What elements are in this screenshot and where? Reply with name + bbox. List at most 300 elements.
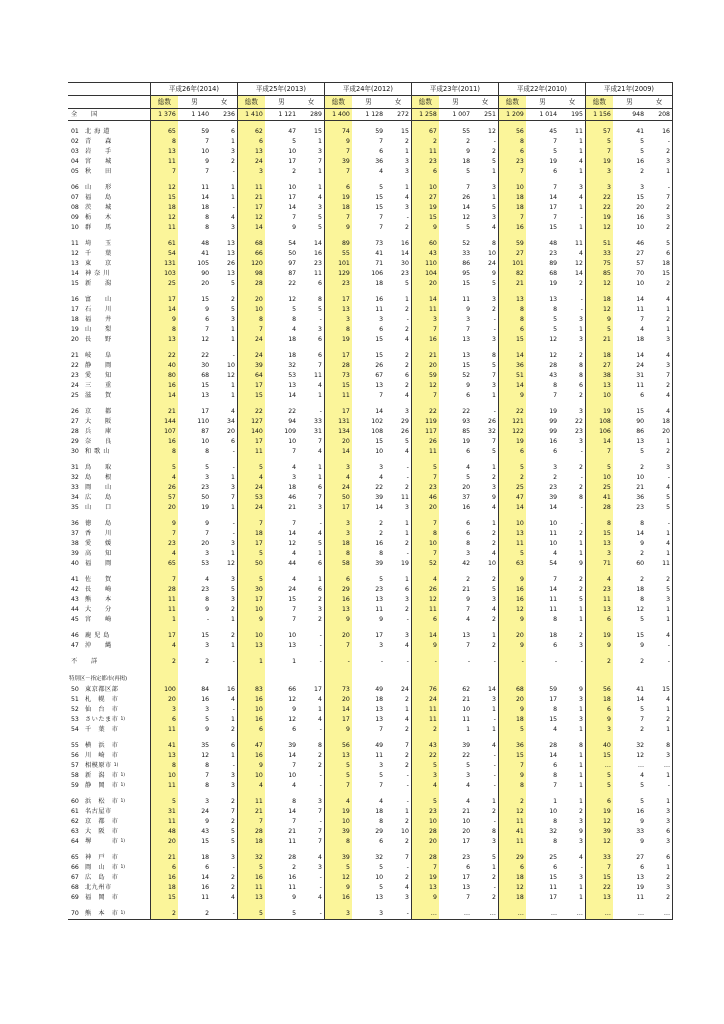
female-value: 6 <box>230 438 235 445</box>
female-value: 3 <box>646 463 672 473</box>
total-value: 12 <box>411 595 438 605</box>
area-name-cell <box>68 361 150 371</box>
total-value: 1 <box>150 615 177 625</box>
male-value: 1 <box>292 658 297 665</box>
male-value: 14 <box>288 530 297 537</box>
area-name: 熊 本 <box>85 596 112 603</box>
female-value: 5 <box>404 438 409 445</box>
male-value: 9 <box>640 838 645 845</box>
area-name: 千 葉 <box>85 250 112 257</box>
table-row <box>68 269 673 279</box>
total-value: 5 <box>237 463 264 473</box>
female-header: 女 <box>211 96 237 109</box>
male-value: … <box>613 909 646 920</box>
total-value: 16 <box>498 223 525 233</box>
table-row <box>68 295 673 305</box>
total-value: 17 <box>324 351 351 361</box>
total-value: 6 <box>585 615 612 625</box>
table-row <box>68 715 673 725</box>
male-value: 108 <box>371 428 384 435</box>
total-value: 3 <box>324 529 351 539</box>
area-name: 京 都 <box>85 408 112 415</box>
female-value: 6 <box>646 249 672 259</box>
table-row <box>68 381 673 391</box>
female-value: 1 <box>317 138 322 145</box>
male-value: 3 <box>553 464 558 471</box>
male-value: - <box>380 658 384 665</box>
total-value: 13 <box>324 751 351 761</box>
total-value: 4 <box>411 575 438 585</box>
male-value: 18 <box>375 280 384 287</box>
male-value: 52 <box>462 240 471 247</box>
area-name-cell <box>68 183 150 193</box>
area-name: 川 崎 市 <box>85 752 119 759</box>
area-name-cell <box>68 279 150 289</box>
female-value: 4 <box>491 550 496 557</box>
total-value: 13 <box>150 147 177 157</box>
total-value: 5 <box>237 909 264 920</box>
male-value: 8 <box>553 616 558 623</box>
female-value: 2 <box>230 874 235 881</box>
area-name-cell <box>68 371 150 381</box>
male-value: 5 <box>379 576 384 583</box>
female-value: 24 <box>488 260 496 267</box>
total-value: 20 <box>324 631 351 641</box>
total-value: 100 <box>150 685 177 695</box>
female-value: 16 <box>314 250 322 257</box>
male-value: 6 <box>466 530 471 537</box>
total-value: 134 <box>324 427 351 437</box>
male-value: 19 <box>549 280 558 287</box>
total-value: 6 <box>585 797 612 807</box>
male-value: 19 <box>462 438 471 445</box>
female-value: 1 <box>404 184 409 191</box>
area-code: 56 <box>71 752 79 759</box>
male-value: 9 <box>292 706 297 713</box>
female-value: 8 <box>491 828 496 835</box>
table-row <box>68 137 673 147</box>
area-code: 60 <box>71 798 79 805</box>
male-value: 48 <box>549 240 558 247</box>
male-value: 14 <box>549 504 558 511</box>
male-value: 27 <box>636 854 645 861</box>
area-code: 13 <box>71 260 79 267</box>
male-value: 14 <box>549 752 558 759</box>
total-value: 4 <box>150 641 177 651</box>
table-row <box>68 595 673 605</box>
area-name-cell <box>68 203 150 213</box>
female-value: … <box>472 909 498 920</box>
female-value: 3 <box>317 798 322 805</box>
area-name: 長 崎 <box>85 586 112 593</box>
female-value: 23 <box>575 428 583 435</box>
area-code: 17 <box>71 306 79 313</box>
table-row <box>68 751 673 761</box>
male-value: 4 <box>379 798 384 805</box>
female-value: 2 <box>578 530 583 537</box>
male-value: 4 <box>292 326 297 333</box>
total-value: 11 <box>411 715 438 725</box>
female-value: 1 <box>578 798 583 805</box>
female-value: 2 <box>230 296 235 303</box>
area-code: 58 <box>71 772 79 779</box>
female-value: 1 <box>230 392 235 399</box>
male-value: 10 <box>288 438 297 445</box>
female-value: 4 <box>404 194 409 201</box>
male-value: 16 <box>375 296 384 303</box>
total-value: 36 <box>498 361 525 371</box>
female-value: 3 <box>491 214 496 221</box>
area-name-cell <box>68 167 150 177</box>
female-value: 2 <box>646 447 672 457</box>
total-value: 5 <box>585 137 612 147</box>
area-code: 11 <box>71 240 79 247</box>
male-value: 7 <box>292 520 297 527</box>
area-code: 59 <box>71 782 79 789</box>
area-name: 神 奈 川 <box>85 270 110 277</box>
total-header: 総数 <box>585 96 612 109</box>
area-name: 宮 崎 <box>85 616 112 623</box>
male-value: 4 <box>640 772 645 779</box>
male-value: 36 <box>375 158 384 165</box>
male-value: 4 <box>205 576 210 583</box>
male-value: 11 <box>549 530 558 537</box>
male-value: 9 <box>205 520 210 527</box>
female-value: 2 <box>491 874 496 881</box>
total-value: - <box>498 657 525 667</box>
male-value: 5 <box>640 138 645 145</box>
total-value: 89 <box>324 239 351 249</box>
female-value: - <box>493 408 496 415</box>
female-value: 15 <box>646 685 672 695</box>
total-value: 14 <box>585 437 612 447</box>
total-value: 5 <box>585 463 612 473</box>
total-value: 9 <box>585 715 612 725</box>
female-value: 2 <box>404 606 409 613</box>
table-row <box>68 249 673 259</box>
female-value: 4 <box>317 716 322 723</box>
total-value: 3 <box>585 725 612 735</box>
female-value: 5 <box>230 838 235 845</box>
table-row <box>68 797 673 807</box>
female-value: 3 <box>230 224 235 231</box>
area-code: 35 <box>71 504 79 511</box>
total-value: 5 <box>585 771 612 781</box>
table-row <box>68 827 673 837</box>
table-row <box>68 259 673 269</box>
male-value: 46 <box>636 240 645 247</box>
area-name: 北九州市 <box>85 884 112 891</box>
area-name-cell <box>68 315 150 325</box>
area-code: 66 <box>71 864 79 871</box>
male-value: 7 <box>205 168 210 175</box>
male-value: 16 <box>201 884 210 891</box>
male-value: 87 <box>288 270 297 277</box>
area-code: 28 <box>71 428 79 435</box>
female-value: 4 <box>230 696 235 703</box>
total-value: 8 <box>498 315 525 325</box>
female-value: 3 <box>578 316 583 323</box>
table-row <box>68 203 673 213</box>
male-value: 16 <box>636 214 645 221</box>
male-value: 7 <box>553 392 558 399</box>
female-value: - <box>232 352 235 359</box>
area-name-cell <box>68 381 150 391</box>
total-value: 7 <box>585 147 612 157</box>
male-value: 89 <box>549 260 558 267</box>
total-value: 27 <box>498 249 525 259</box>
female-value: 6 <box>404 372 409 379</box>
total-value: 9 <box>237 615 264 625</box>
total-value: 43 <box>411 741 438 751</box>
total-value: 9 <box>411 893 438 903</box>
male-value: 13 <box>462 352 471 359</box>
female-value: - <box>580 296 583 303</box>
area-code: 64 <box>71 838 79 845</box>
total-value: 13 <box>150 751 177 761</box>
male-value: 5 <box>640 148 645 155</box>
total-value: 75 <box>585 259 612 269</box>
total-value: 7 <box>237 325 264 335</box>
male-value: 12 <box>636 752 645 759</box>
male-value: 16 <box>549 438 558 445</box>
male-value: 8 <box>379 818 384 825</box>
table-row <box>68 223 673 233</box>
male-value: 7 <box>379 726 384 733</box>
area-name-cell <box>68 853 150 863</box>
total-value: 28 <box>237 279 264 289</box>
area-name-cell <box>68 335 150 345</box>
female-value: 5 <box>230 280 235 287</box>
male-value: 8 <box>205 596 210 603</box>
area-name-cell <box>68 695 150 705</box>
area-name: 茨 城 <box>85 204 112 211</box>
female-value: 1 <box>578 752 583 759</box>
male-value: 6 <box>466 520 471 527</box>
male-value: 15 <box>549 716 558 723</box>
male-value: 12 <box>462 214 471 221</box>
male-value: 14 <box>636 696 645 703</box>
table-row <box>68 549 673 559</box>
male-value: 4 <box>292 464 297 471</box>
area-name: 福 岡 <box>85 560 112 567</box>
area-code: 31 <box>71 464 79 471</box>
female-value: 2 <box>578 352 583 359</box>
male-value: 13 <box>288 382 297 389</box>
area-name: 山 梨 <box>85 326 112 333</box>
male-value: 6 <box>292 726 297 733</box>
total-value: 18 <box>498 893 525 903</box>
female-value: 3 <box>578 696 583 703</box>
total-value: 4 <box>237 781 264 791</box>
male-value: 15 <box>201 632 210 639</box>
total-value: 67 <box>411 127 438 137</box>
statistics-table <box>68 82 673 920</box>
male-value: 42 <box>462 560 471 567</box>
female-value: 2 <box>404 484 409 491</box>
total-value: 16 <box>498 585 525 595</box>
male-value: 23 <box>201 484 210 491</box>
male-value: 28 <box>549 362 558 369</box>
total-value: 32 <box>237 853 264 863</box>
male-value: 57 <box>636 260 645 267</box>
total-value: 1 258 <box>411 109 438 121</box>
table-row <box>68 407 673 417</box>
female-value: 6 <box>578 382 583 389</box>
male-value: 9 <box>466 596 471 603</box>
area-name-cell <box>68 715 150 725</box>
female-value: - <box>385 909 411 920</box>
area-name: 富 山 <box>85 296 112 303</box>
female-value: 2 <box>230 158 235 165</box>
female-value: 32 <box>488 428 496 435</box>
total-value: 10 <box>411 539 438 549</box>
total-value: 18 <box>585 695 612 705</box>
area-name: 栃 木 <box>85 214 112 221</box>
total-value: 11 <box>150 725 177 735</box>
female-header: 女 <box>559 96 585 109</box>
male-value: 105 <box>197 260 210 267</box>
total-value: 14 <box>498 503 525 513</box>
male-value: 14 <box>549 586 558 593</box>
male-value: 1 007 <box>439 109 472 121</box>
female-value: - <box>232 168 235 175</box>
male-value: 9 <box>466 306 471 313</box>
male-value: 14 <box>288 392 297 399</box>
female-value: … <box>646 909 672 920</box>
total-value: 7 <box>237 519 264 529</box>
area-name: 仙 台 市 <box>85 706 119 713</box>
female-value: 11 <box>575 128 583 135</box>
area-name: 秋 田 <box>85 168 112 175</box>
total-value: 39 <box>324 827 351 837</box>
footnote-mark: 1) <box>120 783 126 788</box>
female-value: 5 <box>491 204 496 211</box>
male-value: 24 <box>636 362 645 369</box>
female-value: 2 <box>404 352 409 359</box>
total-value: 19 <box>585 407 612 417</box>
female-value: 7 <box>317 838 322 845</box>
female-value: 4 <box>646 295 672 305</box>
male-value: 18 <box>288 336 297 343</box>
female-value: - <box>319 642 322 649</box>
area-code: 25 <box>71 392 79 399</box>
total-value: 18 <box>498 193 525 203</box>
male-value: 8 <box>205 214 210 221</box>
area-code: 54 <box>71 726 79 733</box>
female-value: 3 <box>646 595 672 605</box>
male-value: … <box>526 909 559 920</box>
female-value: 3 <box>317 504 322 511</box>
male-value: 16 <box>636 158 645 165</box>
female-value: - <box>319 818 322 825</box>
male-value: 84 <box>201 686 210 693</box>
footnote-mark: 1) <box>120 839 126 844</box>
total-value: 20 <box>150 503 177 513</box>
male-value: 8 <box>553 772 558 779</box>
female-value: 1 <box>404 576 409 583</box>
female-value: - <box>646 137 672 147</box>
total-value: 59 <box>411 371 438 381</box>
total-value: 6 <box>411 615 438 625</box>
female-value: 2 <box>404 224 409 231</box>
female-value: 4 <box>404 642 409 649</box>
male-value: 39 <box>375 560 384 567</box>
male-value: 4 <box>466 782 471 789</box>
female-value: 3 <box>646 817 672 827</box>
male-value: 21 <box>288 828 297 835</box>
area-name-cell <box>68 127 150 137</box>
female-value: 3 <box>491 484 496 491</box>
total-value: 7 <box>324 147 351 157</box>
total-value: 8 <box>585 519 612 529</box>
male-value: 11 <box>375 606 384 613</box>
female-value: 5 <box>491 854 496 861</box>
total-value: 41 <box>498 827 525 837</box>
female-value: 16 <box>227 686 235 693</box>
total-value: 71 <box>585 559 612 569</box>
male-value: 11 <box>375 752 384 759</box>
area-code: 27 <box>71 418 79 425</box>
female-value: 2 <box>646 381 672 391</box>
footnote-mark: 1) <box>120 773 126 778</box>
area-code: 24 <box>71 382 79 389</box>
total-value: 9 <box>324 883 351 893</box>
footnote-mark: 1) <box>120 717 126 722</box>
male-value: 10 <box>549 540 558 547</box>
table-row <box>68 305 673 315</box>
female-value: - <box>211 909 237 920</box>
total-value: 64 <box>237 371 264 381</box>
total-value: 52 <box>411 559 438 569</box>
area-name: 相模原市 <box>85 762 112 769</box>
area-name-cell <box>68 473 150 483</box>
male-value: 11 <box>636 382 645 389</box>
male-value: 35 <box>201 742 210 749</box>
area-name-cell <box>68 893 150 903</box>
total-value: 3 <box>324 315 351 325</box>
area-name: 京 都 市 <box>85 818 119 825</box>
male-value: 22 <box>462 752 471 759</box>
female-value: - <box>319 772 322 779</box>
male-value: 41 <box>636 128 645 135</box>
total-value: 40 <box>150 361 177 371</box>
female-value: 1 <box>404 520 409 527</box>
area-name-cell <box>68 807 150 817</box>
male-value: 17 <box>549 204 558 211</box>
area-name: 静 岡 <box>85 362 112 369</box>
female-value: 4 <box>646 631 672 641</box>
male-value: 24 <box>201 808 210 815</box>
total-value: 21 <box>585 335 612 345</box>
male-value: 2 <box>292 168 297 175</box>
male-value: 2 <box>640 658 645 665</box>
table-body <box>68 109 673 920</box>
total-value: 3 <box>585 167 612 177</box>
female-value: 2 <box>404 726 409 733</box>
female-value: 4 <box>578 854 583 861</box>
female-value: 2 <box>578 586 583 593</box>
female-value: 1 <box>230 716 235 723</box>
female-value: 2 <box>404 838 409 845</box>
total-value: 131 <box>150 259 177 269</box>
total-value: 2 <box>411 725 438 735</box>
female-value: - <box>493 772 496 779</box>
female-value: 4 <box>491 224 496 231</box>
area-code: 44 <box>71 606 79 613</box>
male-value: 3 <box>640 184 645 191</box>
male-value: 70 <box>636 270 645 277</box>
